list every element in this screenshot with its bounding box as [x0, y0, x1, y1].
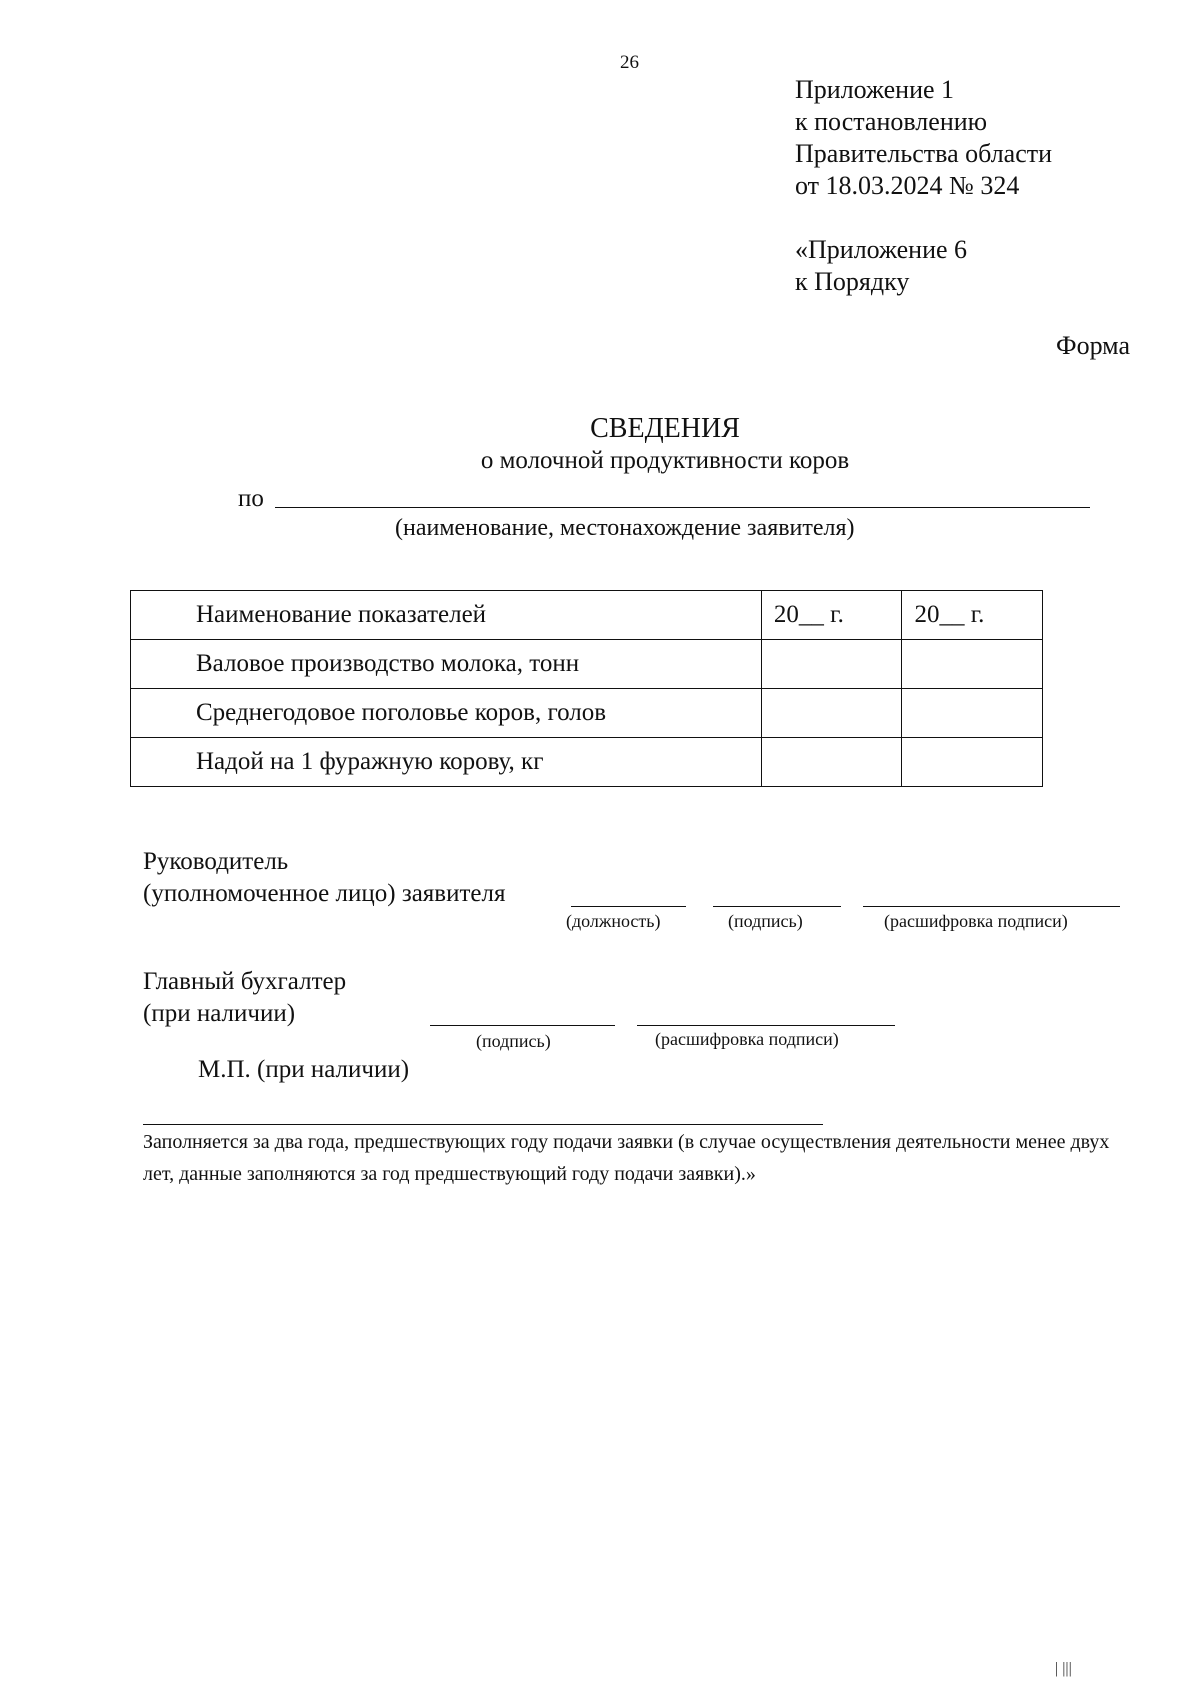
value-cell[interactable] — [761, 738, 902, 787]
header-year-2: 20__ г. — [902, 591, 1043, 640]
value-cell[interactable] — [902, 689, 1043, 738]
approval-line: от 18.03.2024 № 324 — [795, 171, 1020, 200]
value-cell[interactable] — [902, 640, 1043, 689]
value-cell[interactable] — [761, 689, 902, 738]
approval-line: к постановлению — [795, 107, 988, 136]
value-cell[interactable] — [902, 738, 1043, 787]
accountant-subtitle: (при наличии) — [143, 1000, 296, 1027]
row-indicator-name: Среднегодовое поголовье коров, голов — [131, 689, 762, 738]
table-header-row — [131, 591, 1043, 640]
appendix-line: к Порядку — [795, 267, 910, 296]
approval-block — [795, 74, 1052, 298]
appendix-line: «Приложение 6 — [795, 235, 968, 264]
document-title: СВЕДЕНИЯ — [590, 413, 740, 444]
po-label: по — [238, 485, 264, 512]
accountant-decode-field[interactable] — [637, 1025, 895, 1026]
head-signature-field[interactable] — [713, 906, 841, 907]
row-indicator-name: Надой на 1 фуражную корову, кг — [131, 738, 762, 787]
footnote-rule — [143, 1124, 823, 1125]
head-signature-hint: (подпись) — [728, 911, 803, 931]
accountant-decode-hint: (расшифровка подписи) — [655, 1029, 839, 1049]
approval-line: Приложение 1 — [795, 75, 955, 104]
head-position-hint: (должность) — [566, 911, 661, 931]
scan-edge-marks: | ||| — [1055, 1660, 1072, 1677]
form-label: Форма — [1056, 331, 1130, 360]
applicant-name-hint: (наименование, местонахождение заявителя) — [395, 515, 855, 541]
head-subtitle: (уполномоченное лицо) заявителя — [143, 880, 506, 907]
head-decode-hint: (расшифровка подписи) — [884, 911, 1068, 931]
header-indicator-name: Наименование показателей — [131, 591, 762, 640]
head-title: Руководитель — [143, 848, 289, 875]
header-year-1: 20__ г. — [761, 591, 902, 640]
document-subtitle: о молочной продуктивности коров — [480, 447, 850, 474]
head-decode-field[interactable] — [863, 906, 1120, 907]
table-row — [131, 738, 1043, 787]
stamp-label: М.П. (при наличии) — [198, 1056, 410, 1083]
footnote: Заполняется за два года, предшествующих году подачи заявки (в случае осуществления деятельности менее двух лет, данные заполняются за год предшествующий году подачи заявки).» — [143, 1131, 1110, 1185]
productivity-table — [130, 590, 1043, 787]
value-cell[interactable] — [761, 640, 902, 689]
accountant-signature-field[interactable] — [430, 1025, 615, 1026]
approval-line: Правительства области — [795, 139, 1053, 168]
head-position-field[interactable] — [571, 906, 686, 907]
accountant-signature-hint: (подпись) — [476, 1031, 551, 1051]
row-indicator-name: Валовое производство молока, тонн — [131, 640, 762, 689]
page-number: 26 — [620, 52, 639, 73]
table-row — [131, 640, 1043, 689]
accountant-title: Главный бухгалтер — [143, 968, 347, 995]
applicant-name-field[interactable] — [275, 507, 1090, 508]
table-row — [131, 689, 1043, 738]
approval-spacer — [795, 202, 1052, 234]
